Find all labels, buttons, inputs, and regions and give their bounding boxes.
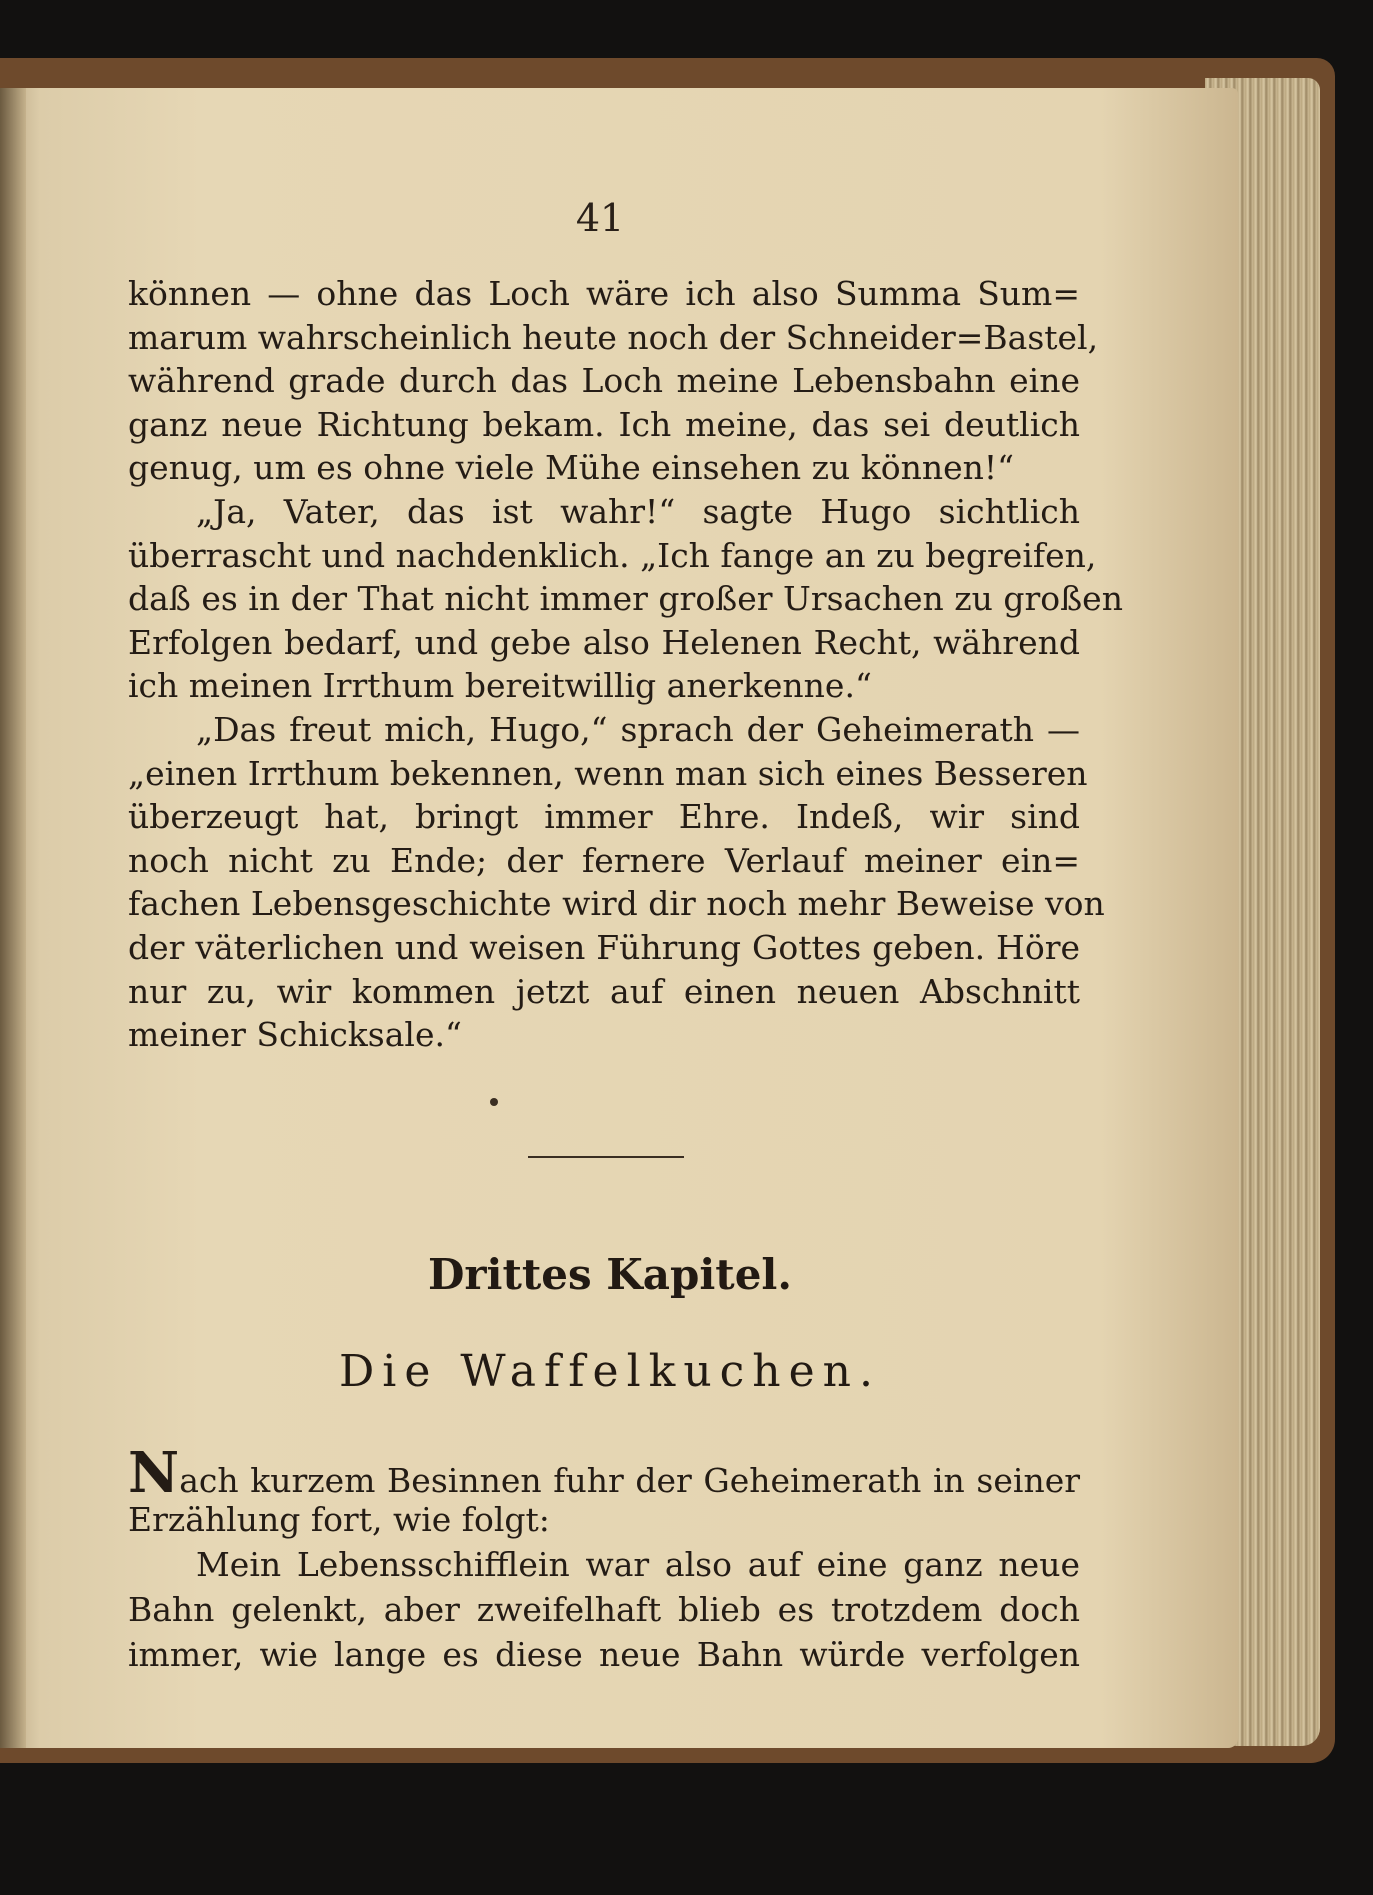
text-line: „Ja, Vater, das ist wahr!“ sagte Hugo sichtlich <box>196 491 1080 531</box>
body-text <box>128 272 1123 1057</box>
first-line-text: ach kurzem Besinnen fuhr der Geheimerath in seiner <box>179 1461 1080 1500</box>
section-divider <box>528 1156 684 1158</box>
text-line <box>128 1440 1080 1506</box>
text-line: überzeugt hat, bringt immer Ehre. Indeß, wir sind <box>128 797 1080 837</box>
text-line: überrascht und nachdenklich. „Ich fange an zu begreifen, <box>128 535 1097 575</box>
text-line: „Das freut mich, Hugo,“ sprach der Geheimerath — <box>196 709 1080 749</box>
text-line: können — ohne das Loch wäre ich also Summa Sum= <box>128 274 1080 313</box>
text-line: genug, um es ohne viele Mühe einsehen zu können!“ <box>128 448 1015 488</box>
text-line: ich meinen Irrthum bereitwillig anerkenne.“ <box>128 666 872 706</box>
chapter-title: Die Waffelkuchen. <box>338 1346 882 1397</box>
text-line: ganz neue Richtung bekam. Ich meine, das sei deutlich <box>128 404 1080 444</box>
drop-cap: N <box>128 1440 180 1506</box>
text-line: Bahn gelenkt, aber zweifelhaft blieb es trotzdem doch <box>128 1590 1080 1629</box>
text-line: Mein Lebensschifflein war also auf eine ganz neue <box>196 1545 1080 1584</box>
text-line: daß es in der That nicht immer großer Ursachen zu großen <box>128 579 1123 619</box>
page-gutter <box>0 88 26 1748</box>
page-number: 41 <box>575 196 625 240</box>
text-line: Erzählung fort, wie folgt: <box>128 1500 550 1539</box>
text-line: meiner Schicksale.“ <box>128 1015 462 1055</box>
text-line: Erfolgen bedarf, und gebe also Helenen Recht, während <box>128 622 1080 662</box>
text-line: der väterlichen und weisen Führung Gottes geben. Höre <box>128 927 1080 967</box>
text-line: noch nicht zu Ende; der fernere Verlauf meiner ein= <box>128 840 1080 880</box>
text-line: während grade durch das Loch meine Lebensbahn eine <box>128 361 1080 401</box>
ink-speck <box>490 1098 498 1106</box>
chapter-text <box>128 1440 1080 1677</box>
text-line: „einen Irrthum bekennen, wenn man sich eines Besseren <box>128 753 1088 793</box>
text-line: nur zu, wir kommen jetzt auf einen neuen Abschnitt <box>128 971 1080 1011</box>
text-line: fachen Lebensgeschichte wird dir noch mehr Beweise von <box>128 884 1105 924</box>
chapter-heading: Drittes Kapitel. <box>427 1250 793 1299</box>
text-line: marum wahrscheinlich heute noch der Schneider=Bastel, <box>128 317 1099 357</box>
text-line: immer, wie lange es diese neue Bahn würde verfolgen <box>128 1635 1080 1674</box>
